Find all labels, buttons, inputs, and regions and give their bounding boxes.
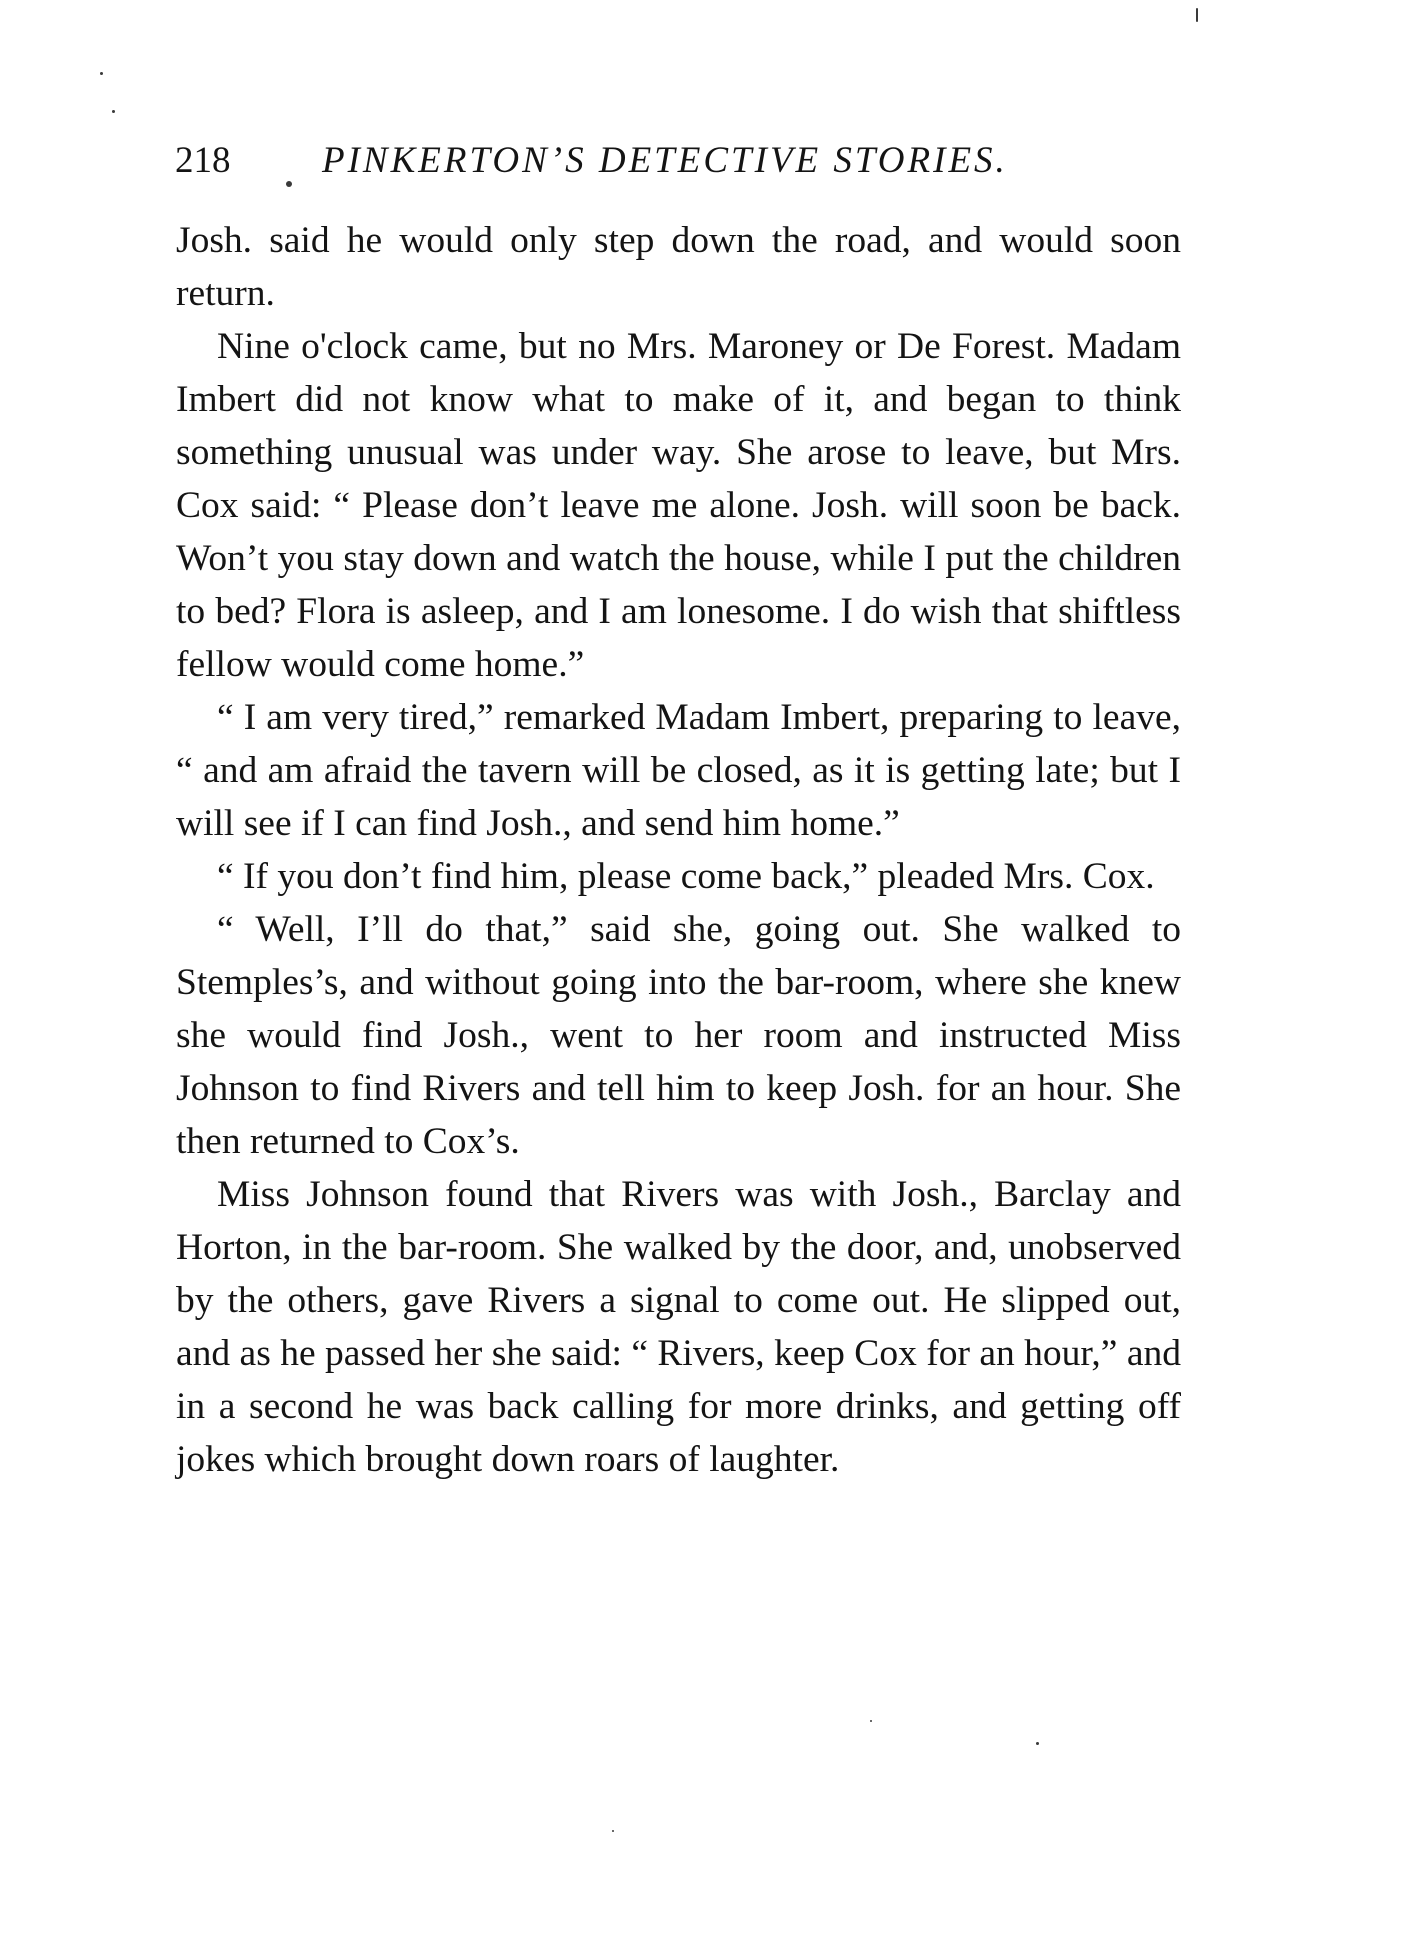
scan-speck xyxy=(870,1720,872,1722)
paragraph: “ If you don’t find him, please come back,” pleaded Mrs. Cox. xyxy=(217,856,1155,897)
page-number: 218 xyxy=(175,140,231,181)
paragraph: Nine o'clock came, but no Mrs. Maroney or De Forest. Madam Imbert did not know what to make of it, and began to think something unusual was under way. She arose to leave, but Mrs. Cox said: “ Please don’t leave me alone. Josh. will soon be back. Won’t you stay down and watch the house, while I put the children to bed? Flora is asleep, and I am lonesome. I do wish that shiftless fellow would come home.” xyxy=(176,326,1181,685)
scan-speck xyxy=(1036,1742,1039,1745)
paragraph: Miss Johnson found that Rivers was with Josh., Barclay and Horton, in the bar-room. She walked by the door, and, unobserved by the others, gave Rivers a signal to come out. He slipped out, and as he passed her she said: “ Rivers, keep Cox for an hour,” and in a second he was back calling for more drinks, and getting off jokes which brought down roars of laughter. xyxy=(176,1174,1181,1480)
paragraph: Josh. said he would only step down the road, and would soon return. xyxy=(176,220,1181,314)
scan-speck xyxy=(100,72,103,75)
scan-speck xyxy=(1196,8,1198,22)
running-head xyxy=(175,136,1055,186)
scan-speck xyxy=(286,181,292,187)
paragraph: “ I am very tired,” remarked Madam Imbert, preparing to leave, “ and am afraid the tavern will be closed, as it is getting late; but I will see if I can find Josh., and send him home.” xyxy=(176,697,1181,844)
scan-speck xyxy=(112,110,115,113)
body-text xyxy=(176,214,1181,1486)
scan-speck xyxy=(612,1830,614,1832)
running-title: PINKERTON’S DETECTIVE STORIES. xyxy=(322,140,1008,181)
paragraph: “ Well, I’ll do that,” said she, going out. She walked to Stemples’s, and without going into the bar-room, where she knew she would find Josh., went to her room and instructed Miss Johnson to find Rivers and tell him to keep Josh. for an hour. She then returned to Cox’s. xyxy=(176,909,1181,1162)
